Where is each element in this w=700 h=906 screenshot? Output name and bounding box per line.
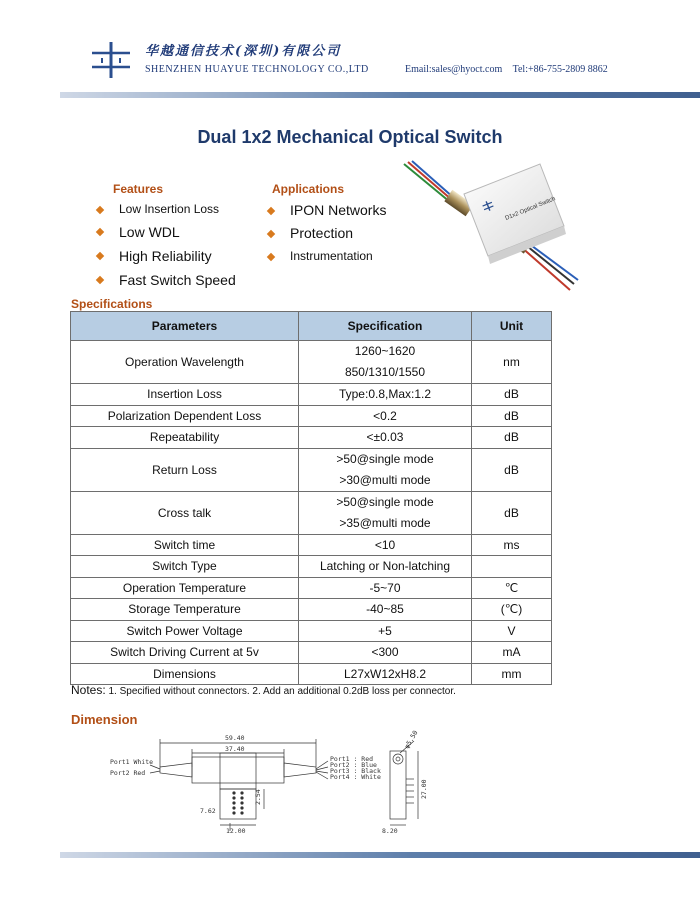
unit-cell: dB	[472, 427, 552, 449]
dimension-heading: Dimension	[71, 712, 138, 727]
spec-cell: >50@single mode >30@multi mode	[299, 448, 472, 491]
table-row	[71, 642, 552, 664]
unit-cell: dB	[472, 491, 552, 534]
param-cell: Switch Type	[71, 556, 299, 578]
param-cell: Switch time	[71, 534, 299, 556]
param-cell: Cross talk	[71, 491, 299, 534]
bullet-icon	[267, 252, 275, 260]
spec-cell: -40~85	[299, 599, 472, 621]
product-label: D1x2 Optical Switch	[504, 196, 557, 222]
dim-5-50: φ5.50	[402, 729, 420, 750]
param-cell: Switch Power Voltage	[71, 620, 299, 642]
features-list	[97, 199, 236, 292]
unit-cell: nm	[472, 341, 552, 384]
spec-cell: L27xW12xH8.2	[299, 663, 472, 685]
spec-cell: >50@single mode >35@multi mode	[299, 491, 472, 534]
param-cell: Switch Driving Current at 5v	[71, 642, 299, 664]
table-row	[71, 427, 552, 449]
param-cell: Operation Temperature	[71, 577, 299, 599]
spec-cell: 1260~1620 850/1310/1550	[299, 341, 472, 384]
notes	[71, 683, 456, 697]
unit-cell: ℃	[472, 577, 552, 599]
table-row	[71, 448, 552, 491]
unit-cell: dB	[472, 405, 552, 427]
bullet-icon	[267, 229, 275, 237]
table-row	[71, 384, 552, 406]
dim-12-00: 12.00	[226, 827, 246, 835]
param-cell: Repeatability	[71, 427, 299, 449]
unit-cell: dB	[472, 384, 552, 406]
port2-label: Port2 : Blue	[330, 761, 377, 769]
tel-text: Tel:+86-755-2809 8862	[512, 64, 608, 75]
product-photo	[402, 160, 580, 295]
specifications-heading: Specifications	[71, 297, 153, 311]
contact-info	[405, 64, 616, 75]
company-logo	[90, 40, 132, 80]
port1-label: Port1 : Red	[330, 755, 374, 763]
email-text: Email:sales@hyoct.com	[405, 64, 503, 75]
list-item: Low Insertion Loss	[97, 199, 236, 220]
features-heading: Features	[113, 182, 164, 196]
port4-label: Port4 : White	[330, 773, 381, 781]
bullet-icon	[96, 228, 104, 236]
table-row	[71, 341, 552, 384]
specifications-table	[70, 311, 552, 685]
table-row	[71, 405, 552, 427]
applications-list	[268, 199, 386, 268]
dim-27-00: 27.00	[420, 779, 428, 799]
table-row	[71, 491, 552, 534]
param-cell: Insertion Loss	[71, 384, 299, 406]
page-title: Dual 1x2 Mechanical Optical Switch	[197, 127, 503, 147]
table-row	[71, 599, 552, 621]
unit-cell: dB	[472, 448, 552, 491]
bullet-icon	[96, 252, 104, 260]
dim-59-40: 59.40	[225, 734, 245, 742]
dim-37-40: 37.40	[225, 745, 245, 753]
list-item: IPON Networks	[268, 199, 386, 222]
dim-8-20: 8.20	[382, 827, 398, 835]
unit-cell: mA	[472, 642, 552, 664]
applications-heading: Applications	[272, 182, 345, 196]
bullet-icon	[96, 205, 104, 213]
unit-cell: mm	[472, 663, 552, 685]
unit-cell: (℃)	[472, 599, 552, 621]
port3-label: Port3 : Black	[330, 767, 381, 775]
table-row	[71, 534, 552, 556]
column-header: Unit	[472, 312, 552, 341]
list-item: Low WDL	[97, 220, 236, 244]
unit-cell	[472, 556, 552, 578]
param-cell: Polarization Dependent Loss	[71, 405, 299, 427]
dimension-drawing	[100, 727, 440, 839]
bullet-icon	[267, 206, 275, 214]
table-row	[71, 663, 552, 685]
spec-cell: <±0.03	[299, 427, 472, 449]
spec-cell: Latching or Non-latching	[299, 556, 472, 578]
list-item: Instrumentation	[268, 245, 386, 268]
list-item: Protection	[268, 222, 386, 245]
notes-text: 1. Specified without connectors. 2. Add an additional 0.2dB loss per connector.	[105, 686, 456, 697]
spec-cell: +5	[299, 620, 472, 642]
unit-cell: V	[472, 620, 552, 642]
table-row	[71, 556, 552, 578]
spec-cell: <10	[299, 534, 472, 556]
column-header: Specification	[299, 312, 472, 341]
param-cell: Return Loss	[71, 448, 299, 491]
footer-divider	[60, 852, 700, 858]
dim-2-54: 2.54	[254, 789, 262, 805]
list-item: High Reliability	[97, 244, 236, 268]
spec-cell: Type:0.8,Max:1.2	[299, 384, 472, 406]
column-header: Parameters	[71, 312, 299, 341]
port2-red-label: Port2 Red	[110, 769, 146, 777]
param-cell: Dimensions	[71, 663, 299, 685]
notes-label: Notes:	[71, 683, 106, 697]
bullet-icon	[96, 276, 104, 284]
table-row	[71, 577, 552, 599]
spec-cell: <0.2	[299, 405, 472, 427]
company-name-cn: 华越通信技术(深圳)有限公司	[145, 44, 342, 59]
header-divider	[60, 92, 700, 98]
port1-white-label: Port1 White	[110, 758, 154, 766]
spec-cell: -5~70	[299, 577, 472, 599]
param-cell: Operation Wavelength	[71, 341, 299, 384]
list-item: Fast Switch Speed	[97, 268, 236, 292]
company-name-en: SHENZHEN HUAYUE TECHNOLOGY CO.,LTD	[145, 64, 369, 75]
unit-cell: ms	[472, 534, 552, 556]
param-cell: Storage Temperature	[71, 599, 299, 621]
dim-7-62: 7.62	[200, 807, 216, 815]
table-row	[71, 620, 552, 642]
table-header-row	[71, 312, 552, 341]
spec-cell: <300	[299, 642, 472, 664]
